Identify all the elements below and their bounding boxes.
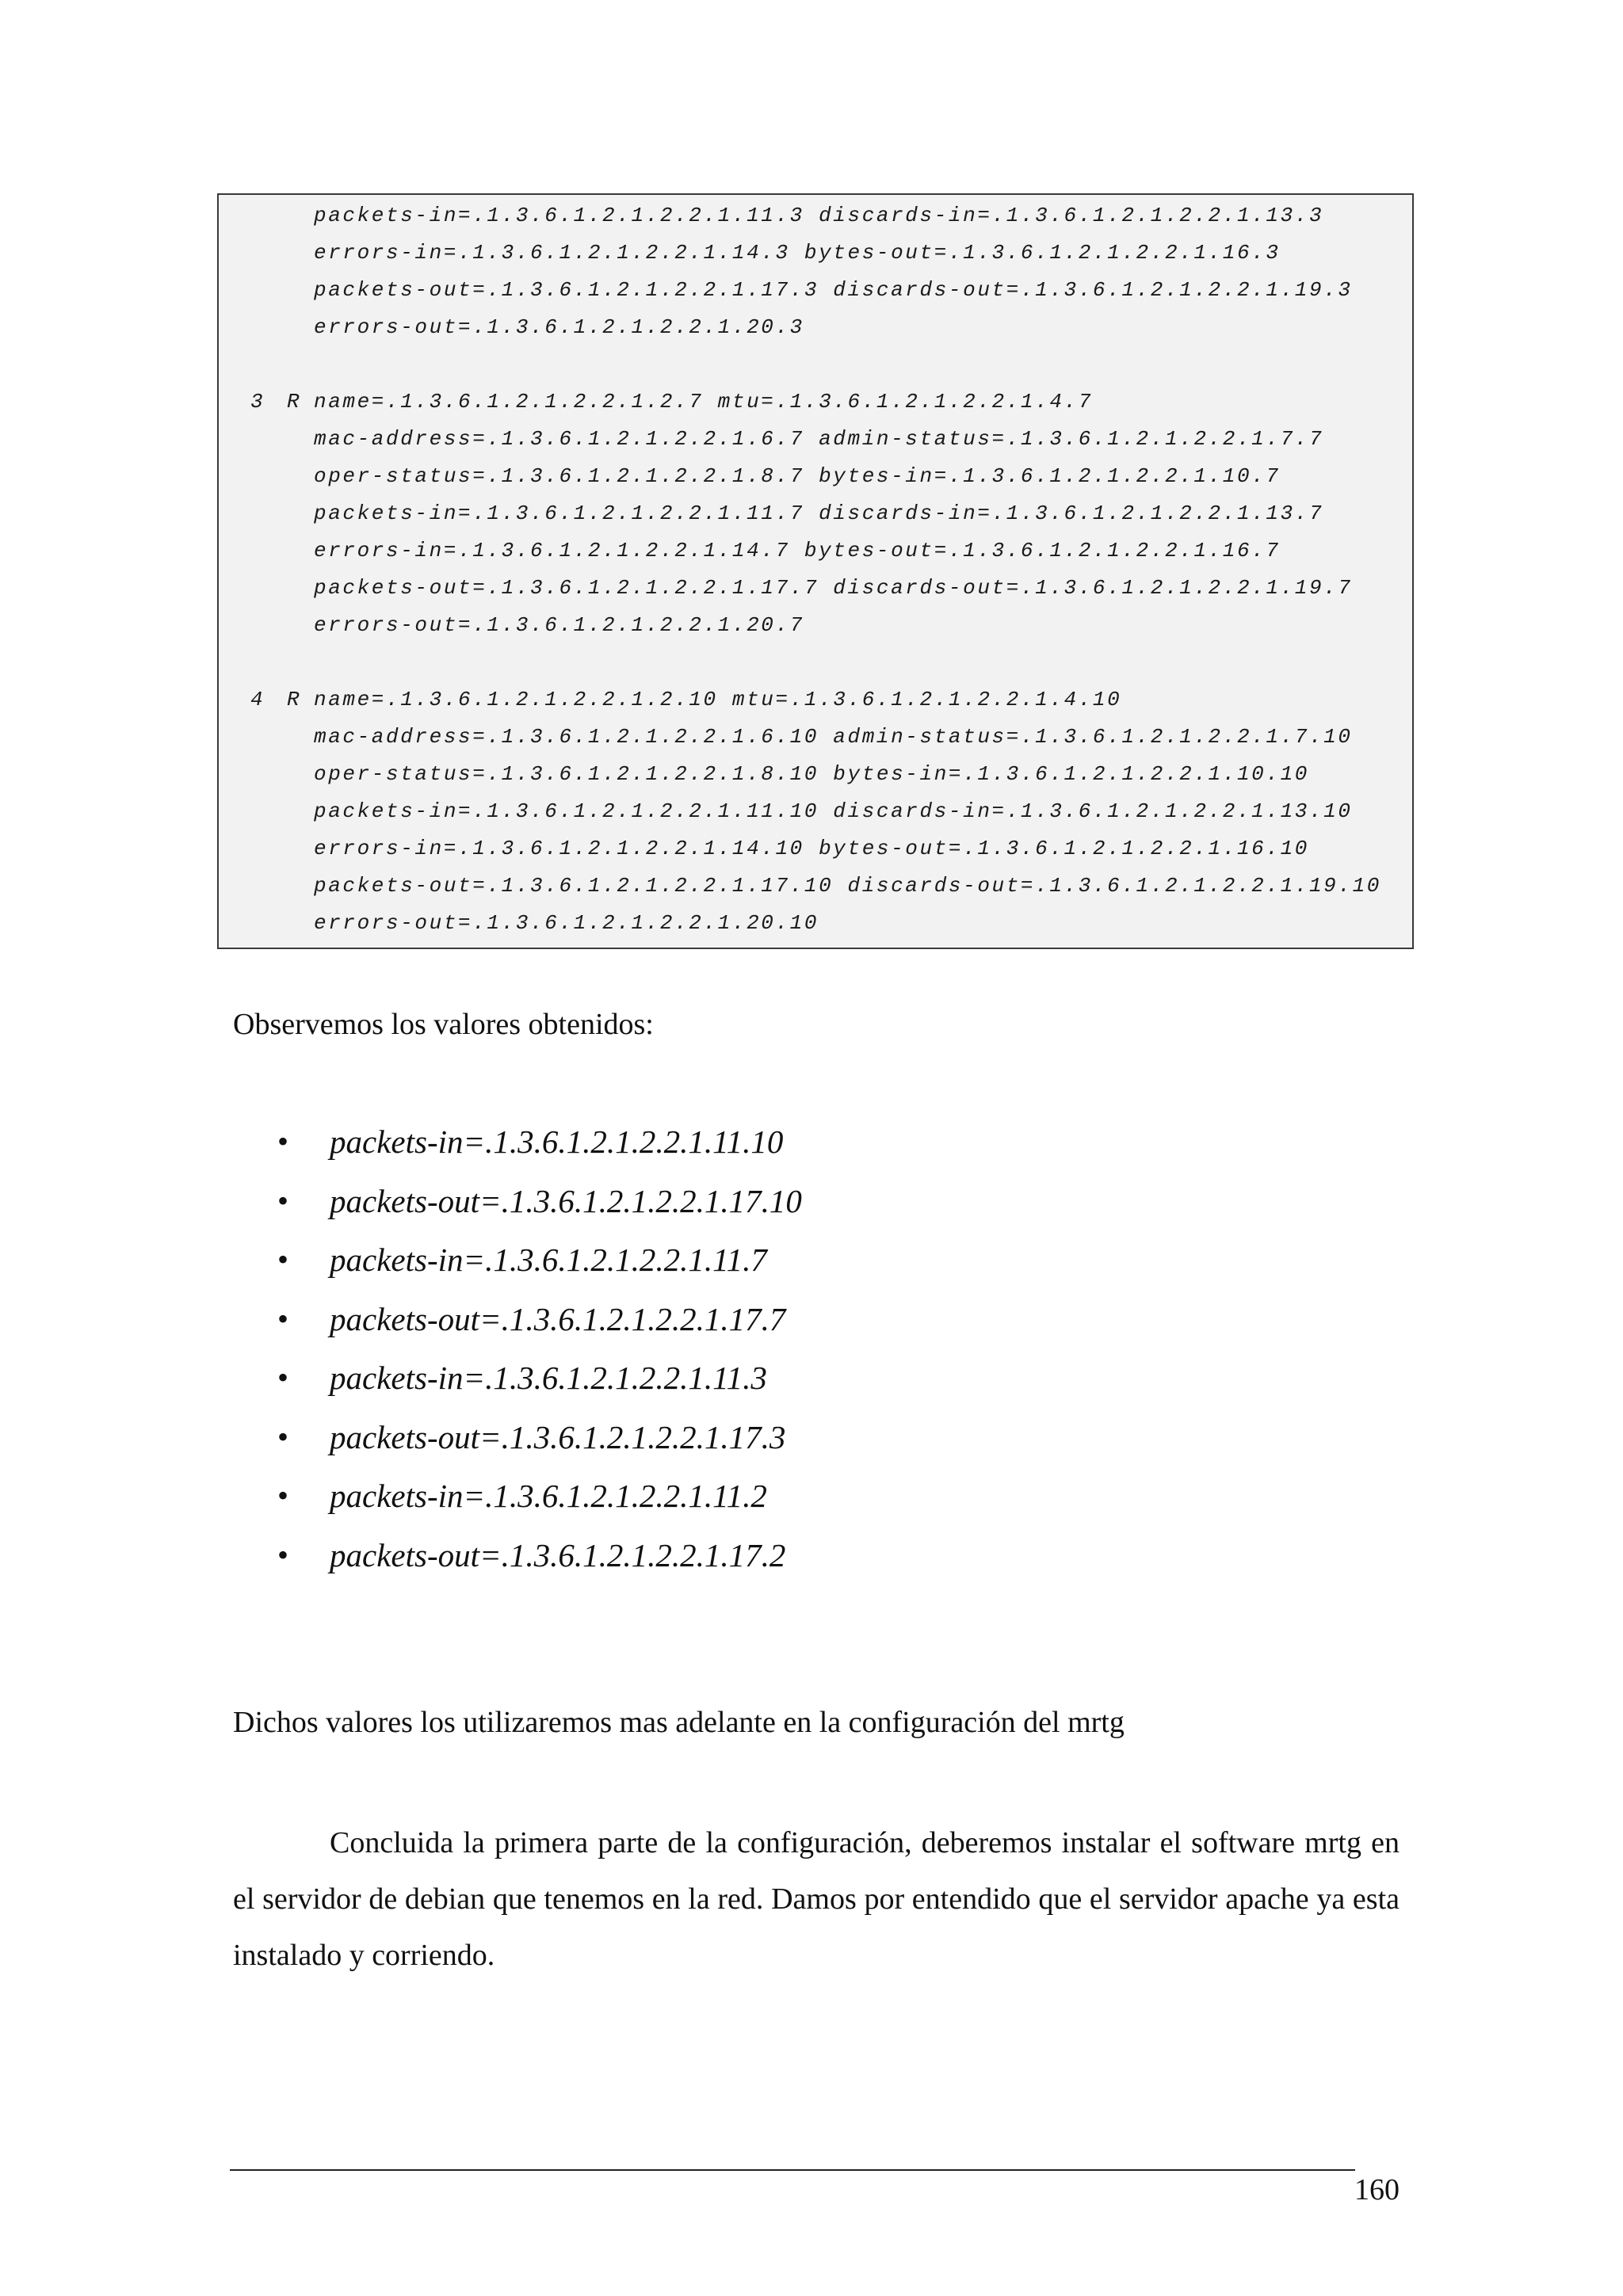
later-use-paragraph: Dichos valores los utilizaremos mas adelante en la configuración del mrtg (233, 1706, 1125, 1739)
bullet-dot-icon: • (277, 1182, 289, 1219)
bullet-dot-icon: • (277, 1300, 289, 1337)
conclusion-paragraph: Concluida la primera parte de la configuración, deberemos instalar el software mrtg en el servidor de debian que tenemos en la red. Damos por entendido que el servidor apache ya esta instalado y corriendo. (233, 1826, 1400, 1972)
list-item: • packets-in=.1.3.6.1.2.1.2.2.1.11.2 (277, 1471, 802, 1531)
list-item: • packets-out=.1.3.6.1.2.1.2.2.1.17.7 (277, 1295, 802, 1354)
values-list (277, 1117, 802, 1589)
bullet-dot-icon: • (277, 1478, 289, 1513)
list-item: • packets-out=.1.3.6.1.2.1.2.2.1.17.3 (277, 1413, 802, 1472)
bullet-dot-icon: • (277, 1536, 289, 1573)
page-number: 160 (1354, 2173, 1400, 2206)
code-block: packets-in=.1.3.6.1.2.1.2.2.1.11.3 discards-in=.1.3.6.1.2.1.2.2.1.13.3 errors-in=.1.3.6.1.2.1.2.2.1.14.3 bytes-out=.1.3.6.1.2.1.2.2.1.16.3 packets-out=.1.3.6.1.2.1.2.2.1.17.3 discards-out=.1.3.6.1.2.1.2.2.1.19.3 errors-out=.1.3.6.1.2.1.2.2.1.20.3 3 R name=.1.3.6.1.2.1.2.2.1.2.7 mtu=.1.3.6.1.2.1.2.2.1.4.7 mac-address=.1.3.6.1.2.1.2.2.1.6.7 admin-status=.1.3.6.1.2.1.2.2.1.7.7 oper-status=.1.3.6.1.2.1.2.2.1.8.7 bytes-in=.1.3.6.1.2.1.2.2.1.10.7 packets-in=.1.3.6.1.2.1.2.2.1.11.7 discards-in=.1.3.6.1.2.1.2.2.1.13.7 errors-in=.1.3.6.1.2.1.2.2.1.14.7 bytes-out=.1.3.6.1.2.1.2.2.1.16.7 packets-out=.1.3.6.1.2.1.2.2.1.17.7 discards-out=.1.3.6.1.2.1.2.2.1.19.7 errors-out=.1.3.6.1.2.1.2.2.1.20.7 4 R name=.1.3.6.1.2.1.2.2.1.2.10 mtu=.1.3.6.1.2.1.2.2.1.4.10 mac-address=.1.3.6.1.2.1.2.2.1.6.10 admin-status=.1.3.6.1.2.1.2.2.1.7.10 oper-status=.1.3.6.1.2.1.2.2.1.8.10 bytes-in=.1.3.6.1.2.1.2.2.1.10.10 packets-in=.1.3.6.1.2.1.2.2.1.11.10 discards-in=.1.3.6.1.2.1.2.2.1.13.10 errors-in=.1.3.6.1.2.1.2.2.1.14.10 bytes-out=.1.3.6.1.2.1.2.2.1.16.10 packets-out=.1.3.6.1.2.1.2.2.1.17.10 discards-out=.1.3.6.1.2.1.2.2.1.19.10 errors-out=.1.3.6.1.2.1.2.2.1.20.10 (217, 193, 1414, 949)
list-item: • packets-out=.1.3.6.1.2.1.2.2.1.17.2 (277, 1531, 802, 1590)
list-item: • packets-in=.1.3.6.1.2.1.2.2.1.11.7 (277, 1235, 802, 1295)
list-item: • packets-in=.1.3.6.1.2.1.2.2.1.11.10 (277, 1117, 802, 1177)
bullet-dot-icon: • (277, 1123, 289, 1159)
bullet-dot-icon: • (277, 1241, 289, 1277)
observe-intro-paragraph: Observemos los valores obtenidos: (233, 1008, 654, 1041)
bullet-dot-icon: • (277, 1418, 289, 1455)
bullet-dot-icon: • (277, 1360, 289, 1395)
list-item: • packets-in=.1.3.6.1.2.1.2.2.1.11.3 (277, 1353, 802, 1413)
list-item: • packets-out=.1.3.6.1.2.1.2.2.1.17.10 (277, 1177, 802, 1236)
footer-rule (230, 2169, 1355, 2171)
